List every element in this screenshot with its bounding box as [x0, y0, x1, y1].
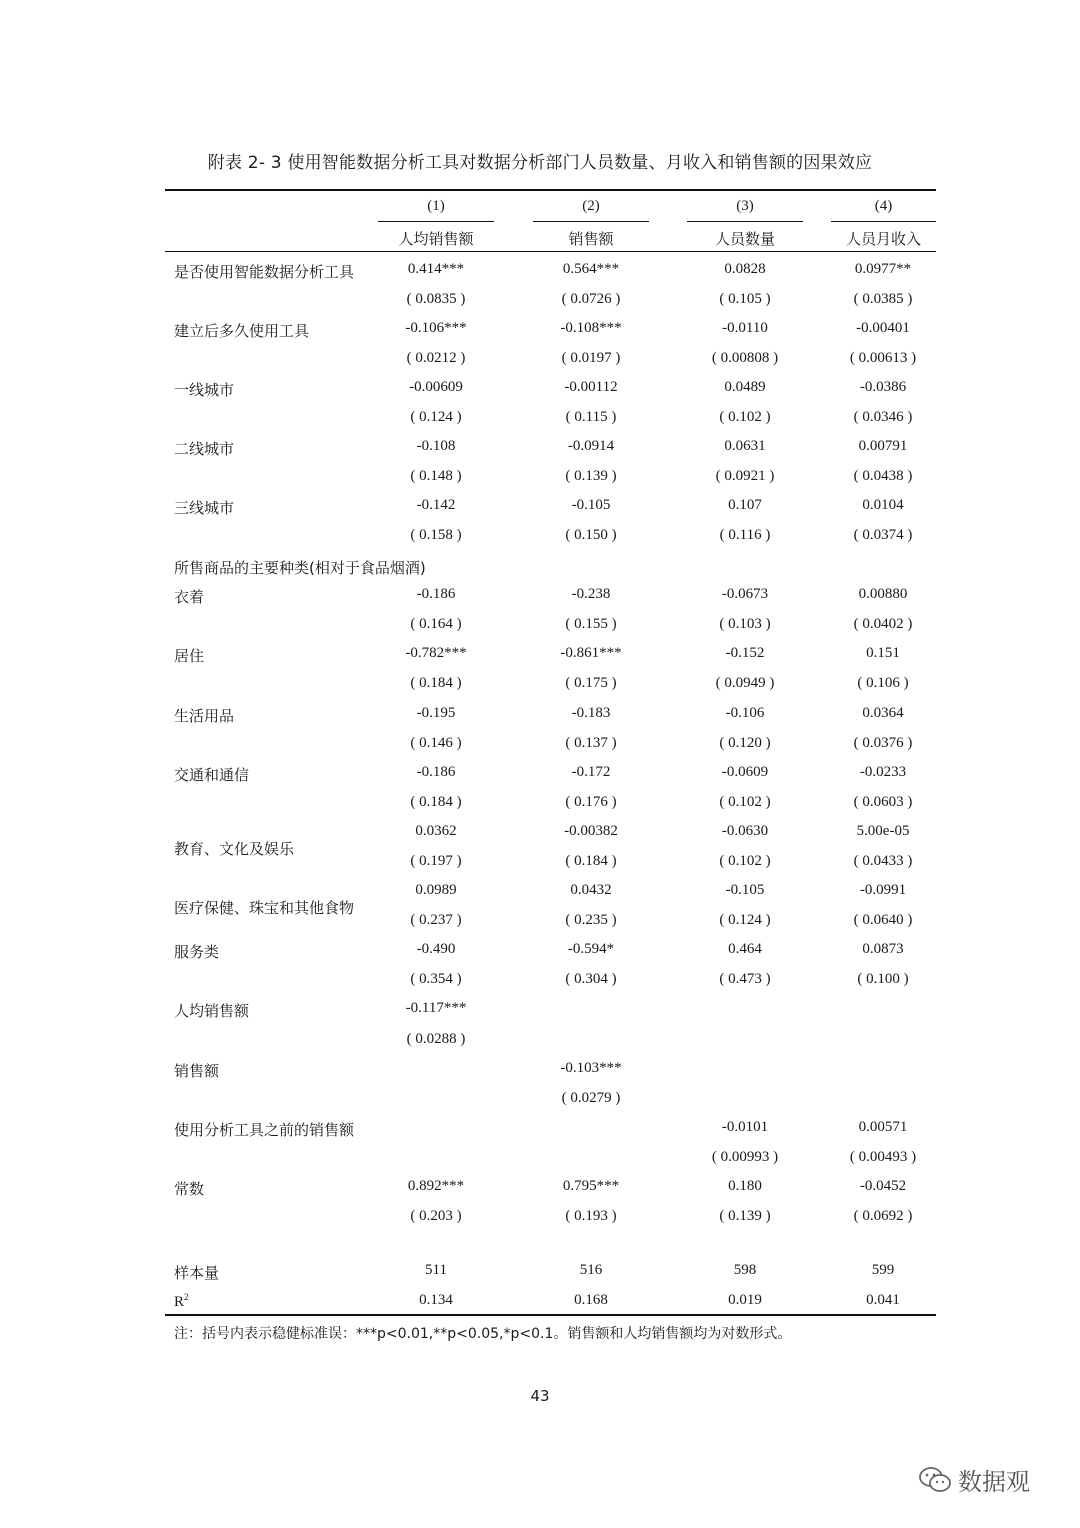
col-4-number: (4) [874, 198, 893, 214]
coef-cell: 0.0873 [862, 941, 904, 957]
se-cell: ( 0.0726 ) [561, 291, 621, 307]
row-label: 生活用品 [174, 707, 235, 725]
se-cell: ( 0.0692 ) [853, 1208, 913, 1224]
row-label: 使用分析工具之前的销售额 [174, 1121, 355, 1139]
coef-cell: -0.142 [416, 497, 456, 513]
se-cell: ( 0.304 ) [565, 971, 617, 987]
coef-cell: -0.108 [416, 438, 456, 454]
coef-cell: -0.195 [416, 705, 456, 721]
col-3-underline [687, 221, 803, 222]
se-cell: ( 0.184 ) [565, 853, 617, 869]
row-label: 一线城市 [174, 381, 235, 399]
coef-cell: 0.00880 [858, 586, 908, 602]
se-cell: ( 0.0346 ) [853, 409, 913, 425]
row-label: 人均销售额 [174, 1002, 250, 1020]
coef-cell: -0.0110 [722, 320, 768, 336]
se-cell: ( 0.00493 ) [849, 1149, 917, 1165]
se-cell: ( 0.0374 ) [853, 527, 913, 543]
page-number: 43 [530, 1387, 550, 1405]
coef-cell: 0.0364 [862, 705, 904, 721]
coef-cell: 0.564*** [562, 261, 620, 277]
coef-cell: 0.107 [728, 497, 762, 513]
coef-cell: 0.00571 [858, 1119, 908, 1135]
col-1-header: 人均销售额 [398, 230, 474, 248]
coef-cell: -0.103*** [560, 1060, 622, 1076]
se-cell: ( 0.124 ) [719, 912, 771, 928]
coef-cell: -0.861*** [560, 645, 622, 661]
row-label: 三线城市 [174, 499, 235, 517]
coef-cell: 0.151 [866, 645, 900, 661]
table-title: 附表 2- 3 使用智能数据分析工具对数据分析部门人员数量、月收入和销售额的因果效应 [207, 153, 873, 173]
se-cell: ( 0.176 ) [565, 794, 617, 810]
coef-cell: -0.183 [571, 705, 611, 721]
coef-cell: -0.238 [571, 586, 611, 602]
coef-cell: -0.0914 [567, 438, 615, 454]
row-label: 服务类 [174, 943, 220, 961]
se-cell: ( 0.203 ) [410, 1208, 462, 1224]
se-cell: ( 0.00613 ) [849, 350, 917, 366]
table-note: 注：括号内表示稳健标准误：***p<0.01,**p<0.05,*p<0.1。销售额和人均销售额均为对数形式。 [174, 1326, 792, 1342]
se-cell: ( 0.0921 ) [715, 468, 775, 484]
col-4-header: 人员月收入 [845, 230, 921, 248]
row-label: 教育、文化及娱乐 [174, 840, 295, 858]
coef-cell: 0.0489 [724, 379, 766, 395]
coef-cell: 0.0631 [724, 438, 766, 454]
se-cell: ( 0.150 ) [565, 527, 617, 543]
se-cell: ( 0.0212 ) [406, 350, 466, 366]
coef-cell: 0.0989 [415, 882, 457, 898]
se-cell: ( 0.106 ) [857, 675, 909, 691]
coef-cell: -0.105 [725, 882, 765, 898]
coef-cell: -0.0101 [721, 1119, 769, 1135]
col-3-header: 人员数量 [714, 230, 775, 248]
coef-cell: -0.0609 [721, 764, 769, 780]
se-cell: ( 0.0402 ) [853, 616, 913, 632]
col-1-number: (1) [427, 198, 445, 214]
coef-cell: -0.152 [725, 645, 765, 661]
stat-cell: 516 [579, 1262, 603, 1278]
se-cell: ( 0.146 ) [410, 735, 462, 751]
coef-cell: -0.106*** [405, 320, 467, 336]
header-bottom-rule [165, 251, 936, 252]
coef-cell: 0.414*** [407, 261, 465, 277]
se-cell: ( 0.139 ) [719, 1208, 771, 1224]
se-cell: ( 0.00993 ) [711, 1149, 779, 1165]
col-2-header: 销售额 [568, 230, 614, 248]
col-4-underline [831, 221, 936, 222]
coef-cell: 0.0977** [854, 261, 912, 277]
se-cell: ( 0.124 ) [410, 409, 462, 425]
coef-cell: 0.892*** [407, 1178, 465, 1194]
se-cell: ( 0.0835 ) [406, 291, 466, 307]
coef-cell: 0.795*** [562, 1178, 620, 1194]
se-cell: ( 0.0376 ) [853, 735, 913, 751]
stat-cell: 0.041 [866, 1292, 900, 1308]
coef-cell: 0.0828 [724, 261, 766, 277]
se-cell: ( 0.0640 ) [853, 912, 913, 928]
se-cell: ( 0.237 ) [410, 912, 462, 928]
coef-cell: -0.172 [571, 764, 611, 780]
se-cell: ( 0.139 ) [565, 468, 617, 484]
se-cell: ( 0.0949 ) [715, 675, 775, 691]
col-2-underline [533, 221, 649, 222]
se-cell: ( 0.102 ) [719, 409, 771, 425]
se-cell: ( 0.155 ) [565, 616, 617, 632]
se-cell: ( 0.0433 ) [853, 853, 913, 869]
se-cell: ( 0.235 ) [565, 912, 617, 928]
coef-cell: 0.0432 [570, 882, 612, 898]
coef-cell: 0.0362 [415, 823, 457, 839]
coef-cell: -0.106 [725, 705, 765, 721]
stat-cell: 0.168 [574, 1292, 608, 1308]
coef-cell: -0.0673 [721, 586, 769, 602]
row-label: 常数 [174, 1180, 205, 1198]
coef-cell: -0.00401 [856, 320, 910, 336]
se-cell: ( 0.100 ) [857, 971, 909, 987]
se-cell: ( 0.115 ) [565, 409, 617, 425]
stat-label [174, 1292, 189, 1311]
stat-cell: 0.019 [728, 1292, 762, 1308]
coef-cell: 0.0104 [862, 497, 904, 513]
table-bottom-rule [165, 1314, 936, 1316]
coef-cell: -0.0452 [859, 1178, 907, 1194]
watermark [918, 1462, 1030, 1497]
row-label: 建立后多久使用工具 [174, 322, 310, 340]
coef-cell: -0.0233 [859, 764, 907, 780]
coef-cell: -0.00609 [409, 379, 463, 395]
se-cell: ( 0.120 ) [719, 735, 771, 751]
se-cell: ( 0.102 ) [719, 853, 771, 869]
se-cell: ( 0.137 ) [565, 735, 617, 751]
coef-cell: -0.00112 [564, 379, 618, 395]
row-label: 医疗保健、珠宝和其他食物 [174, 899, 355, 917]
coef-cell: -0.186 [416, 764, 456, 780]
coef-cell: -0.117*** [405, 1000, 467, 1016]
se-cell: ( 0.197 ) [410, 853, 462, 869]
se-cell: ( 0.102 ) [719, 794, 771, 810]
row-label: 是否使用智能数据分析工具 [174, 263, 355, 281]
coef-cell: -0.0991 [859, 882, 907, 898]
coef-cell: -0.594* [567, 941, 615, 957]
se-cell: ( 0.175 ) [565, 675, 617, 691]
stat-cell: 0.134 [419, 1292, 453, 1308]
se-cell: ( 0.0385 ) [853, 291, 913, 307]
coef-cell: 0.464 [728, 941, 762, 957]
coef-cell: -0.00382 [564, 823, 618, 839]
se-cell: ( 0.0603 ) [853, 794, 913, 810]
stat-cell: 599 [871, 1262, 895, 1278]
se-cell: ( 0.158 ) [410, 527, 462, 543]
se-cell: ( 0.184 ) [410, 675, 462, 691]
coef-cell: 5.00e-05 [856, 823, 910, 839]
stat-cell: 598 [733, 1262, 757, 1278]
se-cell: ( 0.00808 ) [711, 350, 779, 366]
coef-cell: 0.00791 [858, 438, 908, 454]
coef-cell: -0.105 [571, 497, 611, 513]
col-1-underline [378, 221, 494, 222]
se-cell: ( 0.164 ) [410, 616, 462, 632]
coef-cell: -0.186 [416, 586, 456, 602]
row-label: 所售商品的主要种类(相对于食品烟酒) [174, 559, 426, 577]
se-cell: ( 0.0288 ) [406, 1031, 466, 1047]
coef-cell: 0.180 [728, 1178, 762, 1194]
se-cell: ( 0.354 ) [410, 971, 462, 987]
se-cell: ( 0.0197 ) [561, 350, 621, 366]
stat-label-text: 样本量 [174, 1264, 220, 1282]
row-label: 交通和通信 [174, 766, 250, 784]
se-cell: ( 0.116 ) [719, 527, 771, 543]
se-cell: ( 0.193 ) [565, 1208, 617, 1224]
watermark-text: 数据观 [958, 1468, 1030, 1496]
se-cell: ( 0.103 ) [719, 616, 771, 632]
row-label: 二线城市 [174, 440, 235, 458]
row-label: 衣着 [174, 588, 205, 606]
se-cell: ( 0.105 ) [719, 291, 771, 307]
stat-cell: 511 [425, 1262, 447, 1278]
table-top-rule [165, 189, 936, 191]
se-cell: ( 0.0279 ) [561, 1090, 621, 1106]
se-cell: ( 0.148 ) [410, 468, 462, 484]
se-cell: ( 0.184 ) [410, 794, 462, 810]
coef-cell: -0.108*** [560, 320, 622, 336]
chat-bubble-icon [918, 1465, 952, 1495]
row-label: 销售额 [174, 1062, 220, 1080]
coef-cell: -0.782*** [405, 645, 467, 661]
se-cell: ( 0.473 ) [719, 971, 771, 987]
stat-label-superscript: 2 [184, 1292, 189, 1302]
col-3-number: (3) [736, 198, 754, 214]
col-2-number: (2) [582, 198, 600, 214]
stat-label-text: R [174, 1294, 185, 1310]
stat-label [174, 1262, 219, 1283]
row-label: 居住 [174, 647, 205, 665]
coef-cell: -0.0630 [721, 823, 769, 839]
coef-cell: -0.490 [416, 941, 456, 957]
coef-cell: -0.0386 [859, 379, 907, 395]
se-cell: ( 0.0438 ) [853, 468, 913, 484]
